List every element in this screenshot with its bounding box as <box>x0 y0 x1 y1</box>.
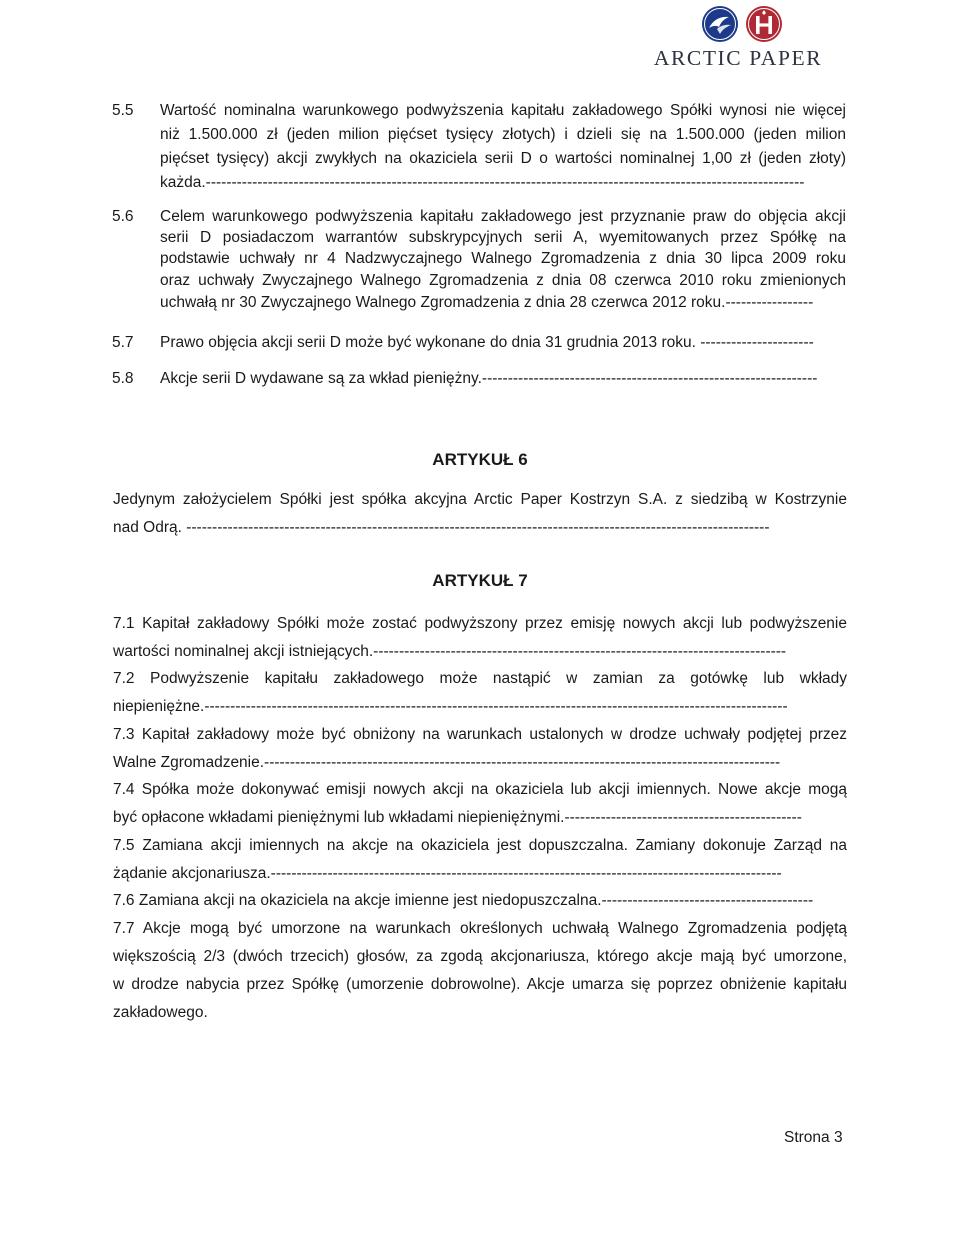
clause-7-4 <box>113 780 847 830</box>
clause-7-7 <box>113 919 847 1023</box>
bird-emblem-icon <box>702 6 738 42</box>
clause-5-5 <box>112 100 846 191</box>
paragraph-line: niepieniężne.----------------------------------------------------------------------------------------------------------------- <box>113 698 788 715</box>
paragraph-line: wartości nominalnej akcji istniejących.-------------------------------------------------------------------------------- <box>113 643 787 660</box>
paragraph-line: nad Odrą. ----------------------------------------------------------------------------------------------------------------- <box>113 519 770 536</box>
paragraph-line: 7.6 Zamiana akcji na okaziciela na akcje imienne jest niedopuszczalna.----------------------------------------- <box>113 892 814 909</box>
clause-7-5 <box>113 836 847 886</box>
clause-5-6 <box>112 206 846 316</box>
article-6-body <box>113 490 847 544</box>
paragraph-line: 7.2 Podwyższenie kapitału zakładowego może nastąpić w zamian za gotówkę lub wkłady <box>113 670 847 687</box>
paragraph-line: 7.1 Kapitał zakładowy Spółki może zostać podwyższony przez emisję nowych akcji lub podwyższenie <box>113 615 847 632</box>
clause-7-2 <box>113 669 847 719</box>
article-7-heading: ARTYKUŁ 7 <box>432 571 528 590</box>
paragraph-line: w drodze nabycia przez Spółkę (umorzenie dobrowolne). Akcje umarza się poprzez obniżenie kapitału <box>113 976 847 993</box>
clause-line: pięćset tysięcy) akcji zwykłych na okaziciela serii D o wartości nominalnej 1,00 zł (jeden złoty) <box>160 150 846 167</box>
crest-h-icon <box>746 6 782 42</box>
paragraph-line: żądanie akcjonariusza.--------------------------------------------------------------------------------------------------- <box>113 865 782 882</box>
company-logo <box>638 4 838 74</box>
logo-emblem <box>700 4 786 44</box>
paragraph-line: 7.5 Zamiana akcji imiennych na akcje na okaziciela jest dopuszczalna. Zamiany dokonuje Zarząd na <box>113 837 847 854</box>
clause-line: Celem warunkowego podwyższenia kapitału zakładowego jest przyznanie praw do objęcia akcji <box>160 208 846 225</box>
paragraph-line: być opłacone wkładami pieniężnymi lub wkładami niepieniężnymi.---------------------------------------------- <box>113 809 802 826</box>
clause-line: podstawie uchwały nr 4 Nadzwyczajnego Walnego Zgromadzenia z dnia 30 lipca 2009 roku <box>160 250 846 267</box>
clause-number: 5.8 <box>112 370 134 387</box>
clause-line: Prawo objęcia akcji serii D może być wykonane do dnia 31 grudnia 2013 roku. ---------------------- <box>160 334 814 351</box>
article-6-heading: ARTYKUŁ 6 <box>432 450 528 469</box>
paragraph-line: większością 2/3 (dwóch trzecich) głosów, za zgodą akcjonariusza, którego akcje mają być umorzone, <box>113 948 847 965</box>
clause-line: każda.-------------------------------------------------------------------------------------------------------------------- <box>160 174 805 191</box>
clause-number: 5.6 <box>112 208 134 225</box>
clause-number: 5.5 <box>112 102 134 119</box>
clause-7-3 <box>113 725 847 775</box>
paragraph-line: Jedynym założycielem Spółki jest spółka akcyjna Arctic Paper Kostrzyn S.A. z siedzibą w Kostrzynie <box>113 491 847 508</box>
clause-5-8 <box>112 368 846 390</box>
paragraph-line: Walne Zgromadzenie.---------------------------------------------------------------------------------------------------- <box>113 754 781 771</box>
clause-line: uchwałą nr 30 Zwyczajnego Walnego Zgromadzenia z dnia 28 czerwca 2012 roku.----------------- <box>160 294 814 311</box>
clause-number: 5.7 <box>112 334 134 351</box>
paragraph-line: 7.7 Akcje mogą być umorzone na warunkach określonych uchwałą Walnego Zgromadzenia podjętą <box>113 920 847 937</box>
clause-7-6 <box>113 891 847 913</box>
clause-line: serii D posiadaczom warrantów subskrypcyjnych serii A, wyemitowanych przez Spółkę na <box>160 229 846 246</box>
paragraph-line: 7.4 Spółka może dokonywać emisji nowych akcji na okaziciela lub akcji imiennych. Nowe akcje mogą <box>113 781 847 798</box>
clause-5-7 <box>112 332 846 354</box>
clause-line: oraz uchwały Zwyczajnego Walnego Zgromadzenia z dnia 08 czerwca 2010 roku zmienionych <box>160 272 846 289</box>
page-number: Strona 3 <box>784 1129 843 1146</box>
paragraph-line: zakładowego. <box>113 1004 208 1021</box>
clause-line: niż 1.500.000 zł (jeden milion pięćset tysięcy złotych) i dzieli się na 1.500.000 (jeden milion <box>160 126 846 143</box>
logo-wordmark: ARCTIC PAPER <box>653 46 823 70</box>
clause-line: Akcje serii D wydawane są za wkład pieniężny.----------------------------------------------------------------- <box>160 370 818 387</box>
paragraph-line: 7.3 Kapitał zakładowy może być obniżony na warunkach ustalonych w drodze uchwały podjętej przez <box>113 726 847 743</box>
clause-line: Wartość nominalna warunkowego podwyższenia kapitału zakładowego Spółki wynosi nie więcej <box>160 102 846 119</box>
clause-7-1 <box>113 614 847 664</box>
